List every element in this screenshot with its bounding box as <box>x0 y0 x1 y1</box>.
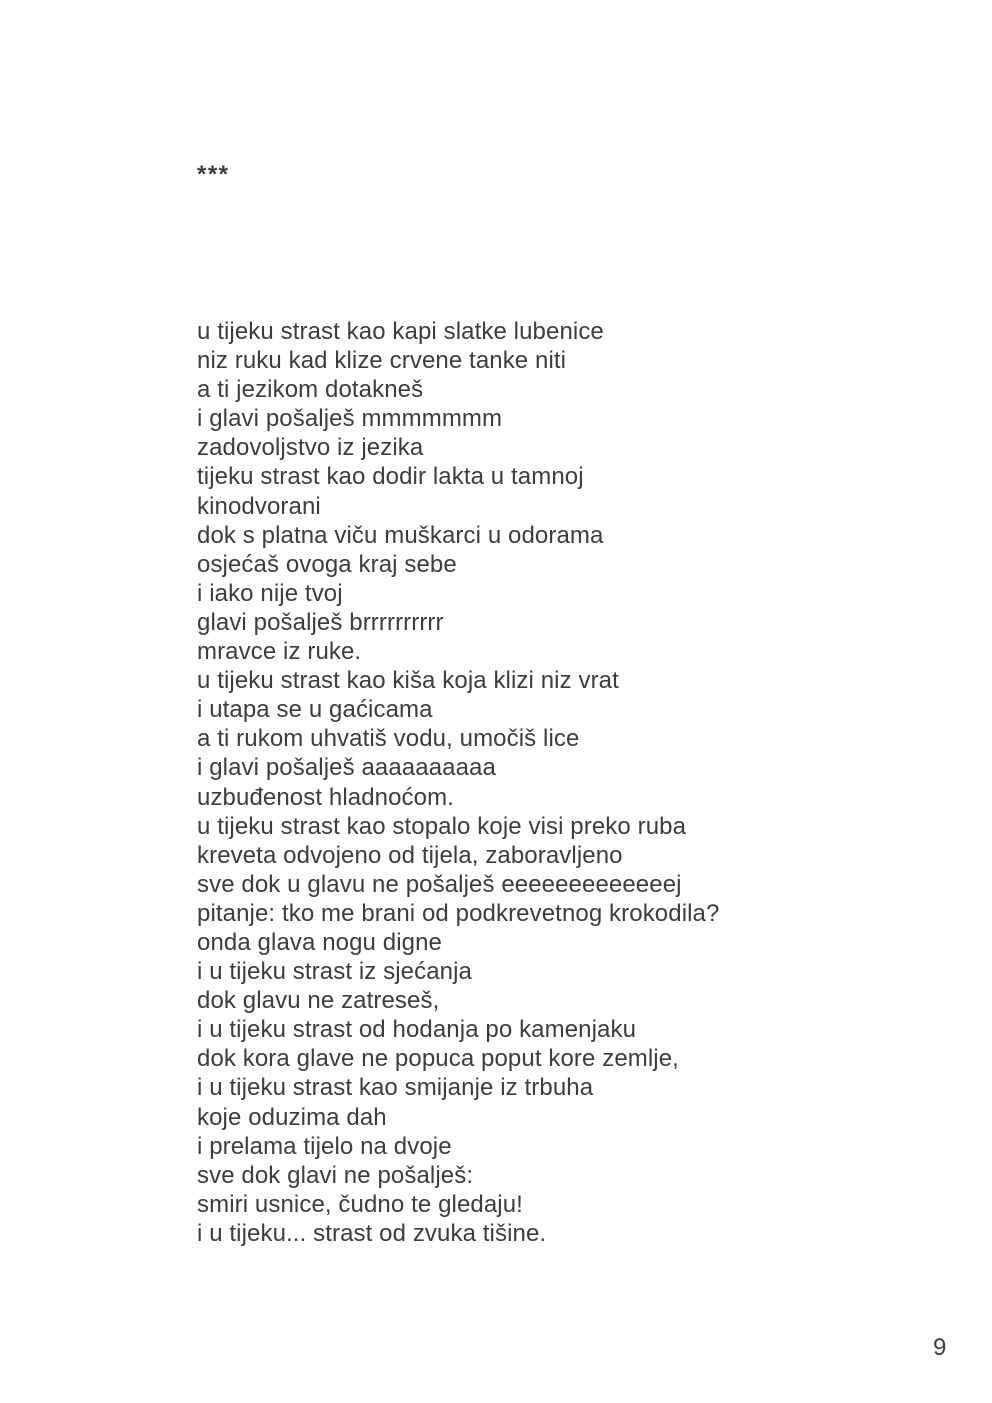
poem-line: i glavi pošalješ aaaaaaaaaa <box>197 754 496 782</box>
section-marker: *** <box>197 161 230 188</box>
poem-line: i prelama tijelo na dvoje <box>197 1132 452 1160</box>
poem-line: i u tijeku strast od hodanja po kamenjaku <box>197 1016 637 1044</box>
poem-line: pitanje: tko me brani od podkrevetnog krokodila? <box>197 899 720 927</box>
poem-line: tijeku strast kao dodir lakta u tamnoj <box>197 463 584 491</box>
poem-line: i iako nije tvoj <box>197 579 343 607</box>
poem-line: u tijeku strast kao stopalo koje visi preko ruba <box>197 812 687 840</box>
poem-line: zadovoljstvo iz jezika <box>197 434 424 462</box>
poem-line: glavi pošalješ brrrrrrrrrr <box>197 608 444 636</box>
poem-line: sve dok u glavu ne pošalješ eeeeeeeeeeeeej <box>197 870 682 898</box>
poem-line: kinodvorani <box>197 492 321 520</box>
poem-line: i u tijeku strast kao smijanje iz trbuha <box>197 1074 594 1102</box>
poem-line: i u tijeku strast iz sjećanja <box>197 958 473 986</box>
poem-line: niz ruku kad klize crvene tanke niti <box>197 347 567 375</box>
poem-line: koje oduzima dah <box>197 1103 387 1131</box>
poem-line: onda glava nogu digne <box>197 928 442 956</box>
poem-line: dok s platna viču muškarci u odorama <box>197 521 604 549</box>
poem-line: kreveta odvojeno od tijela, zaboravljeno <box>197 841 623 869</box>
poem-line: i u tijeku... strast od zvuka tišine. <box>197 1219 547 1247</box>
poem-line: sve dok glavi ne pošalješ: <box>197 1161 474 1189</box>
poem-line: a ti rukom uhvatiš vodu, umočiš lice <box>197 725 580 753</box>
poem-line: u tijeku strast kao kapi slatke lubenice <box>197 318 604 345</box>
poem-line: mravce iz ruke. <box>197 638 362 666</box>
poem-line: i glavi pošalješ mmmmmmm <box>197 405 503 433</box>
poem-line: dok glavu ne zatreseš, <box>197 987 440 1015</box>
poem-line: osjećaš ovoga kraj sebe <box>197 550 457 578</box>
poem-line: i utapa se u gaćicama <box>197 696 433 724</box>
poem-line: dok kora glave ne popuca poput kore zemlje, <box>197 1045 679 1073</box>
poem-line: a ti jezikom dotakneš <box>197 376 424 404</box>
poem-text <box>197 317 719 1248</box>
poem-line: smiri usnice, čudno te gledaju! <box>197 1190 523 1218</box>
poem-line: u tijeku strast kao kiša koja klizi niz vrat <box>197 667 619 695</box>
page-number: 9 <box>933 1334 947 1361</box>
poem-line: uzbuđenost hladnoćom. <box>197 783 454 811</box>
